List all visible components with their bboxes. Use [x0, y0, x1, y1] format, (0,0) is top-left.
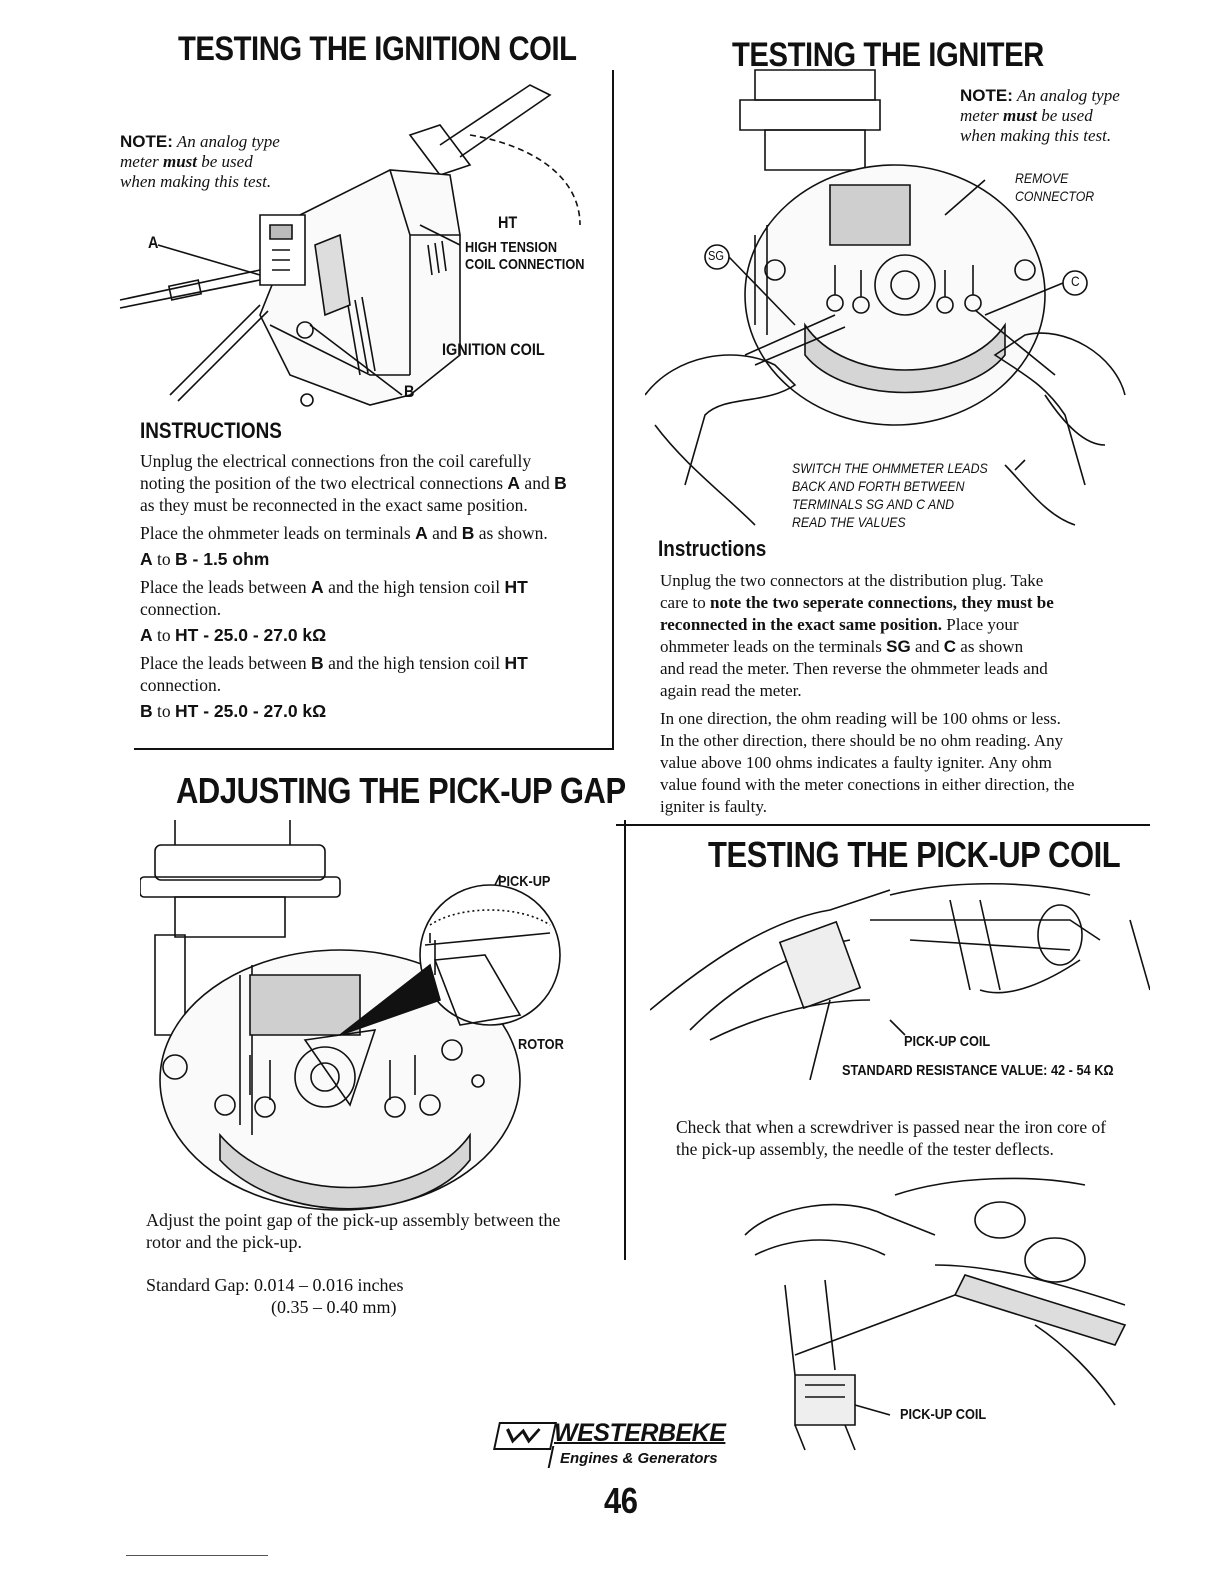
logo-mark: [493, 1422, 557, 1450]
section-divider-left: [134, 748, 614, 750]
coil-instructions-heading: INSTRUCTIONS: [140, 418, 282, 443]
igniter-note: NOTE: An analog type meter must be used when making this test.: [960, 86, 1120, 145]
label-ht-line2: COIL CONNECTION: [465, 256, 585, 273]
label-pickup: PICK-UP: [498, 873, 551, 890]
label-sg: SG: [708, 248, 724, 263]
coil-section-title: TESTING THE IGNITION COIL: [178, 30, 577, 68]
label-rotor: ROTOR: [518, 1036, 564, 1053]
label-c: C: [1071, 273, 1080, 289]
westerbeke-logo: [496, 1420, 756, 1472]
footer-rule: [126, 1555, 268, 1556]
igniter-instructions-heading: Instructions: [658, 536, 767, 561]
value-b-to-ht: B to HT - 25.0 - 27.0 kΩ: [140, 701, 327, 721]
label-ht-line1: HIGH TENSION: [465, 239, 558, 256]
coil-instructions: Unplug the electrical connections fron the coil carefully noting the position of the two electrical connections A and B as they must be reconnected in the exact same position. Place the ohmmeter leads on terminals A and B as shown. A to B - 1.5 ohm Place the leads between A and the high tension coil HT connection. A to HT - 25.0 - 27.0 kΩ Place the leads between B and the high tension coil HT connection. B to HT - 25.0 - 27.0 kΩ: [140, 450, 610, 722]
label-ignition-coil: IGNITION COIL: [442, 340, 545, 359]
logo-brand: WESTERBEKE: [554, 1419, 726, 1447]
pickup-coil-instructions: Check that when a screwdriver is passed near the iron core of the pick-up assembly, the needle of the tester deflects.: [676, 1117, 1107, 1159]
label-a: A: [148, 233, 159, 252]
section-divider-right: [616, 824, 1150, 826]
page-number: 46: [604, 1480, 638, 1521]
label-b: B: [404, 382, 415, 401]
coil-note: NOTE: An analog type meter must be used when making this test.: [120, 132, 280, 191]
gap-section-title: ADJUSTING THE PICK-UP GAP: [176, 770, 626, 811]
value-a-to-b: A to B - 1.5 ohm: [140, 549, 270, 569]
remove-connector-line2: CONNECTOR: [1015, 188, 1095, 204]
standard-gap: Standard Gap: 0.014 – 0.016 inches (0.35 – 0.40 mm): [146, 1275, 404, 1317]
value-a-to-ht: A to HT - 25.0 - 27.0 kΩ: [140, 625, 327, 645]
label-pickup-coil: PICK-UP COIL: [904, 1033, 991, 1050]
column-divider-upper: [612, 70, 614, 750]
label-ht: HT: [498, 213, 518, 232]
switch-leads-callout: SWITCH THE OHMMETER LEADS BACK AND FORTH BETWEEN TERMINALS SG AND C AND READ THE VALUES: [792, 460, 988, 530]
igniter-instructions: Unplug the two connectors at the distribution plug. Take care to note the two seperate connections, they must be reconnected in the exact same position. Place your ohmmeter leads on the terminals SG and C as shown and read the meter. Then reverse the ohmmeter leads and again read the meter. In one direction, the ohm reading will be 100 ohms or less. In the other direction, there should be no ohm reading. Any value above 100 ohms indicates a faulty igniter. Any ohm value found with the meter conections in either direction, the igniter is faulty.: [660, 571, 1075, 816]
column-divider-lower: [624, 820, 626, 1260]
label-pickup-coil-2: PICK-UP COIL: [900, 1406, 987, 1423]
pickup-coil-section-title: TESTING THE PICK-UP COIL: [708, 834, 1121, 875]
remove-connector-line1: REMOVE: [1015, 170, 1069, 186]
standard-resistance-value: STANDARD RESISTANCE VALUE: 42 - 54 KΩ: [842, 1062, 1114, 1079]
igniter-section-title: TESTING THE IGNITER: [732, 36, 1044, 74]
logo-tagline: Engines & Generators: [560, 1450, 718, 1467]
pickup-coil-test-illustration: [650, 880, 1150, 1080]
note-label: NOTE:: [120, 132, 173, 151]
gap-instructions: Adjust the point gap of the pick-up assembly between the rotor and the pick-up.: [146, 1210, 561, 1252]
